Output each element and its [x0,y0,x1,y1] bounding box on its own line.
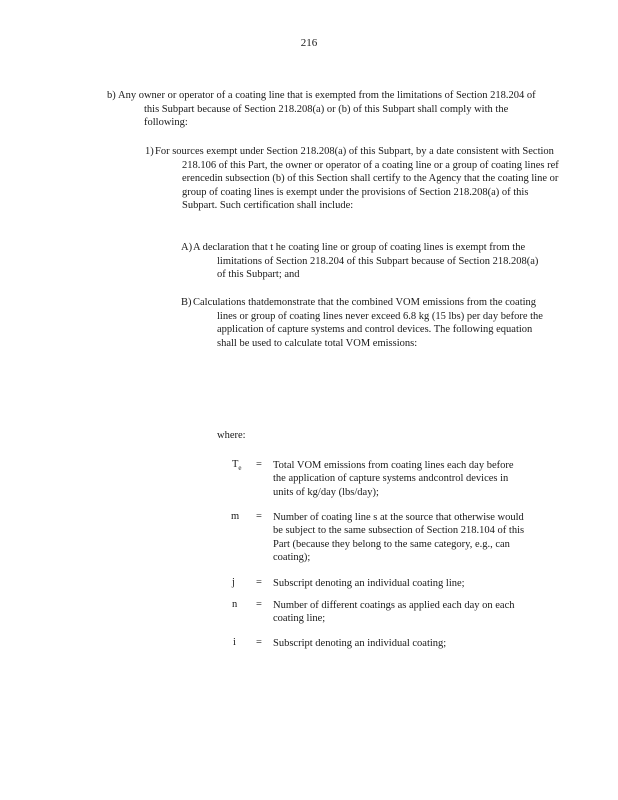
definition-text: Total VOM emissions from coating lines each day before the application of capture systems andcontrol devices in units of kg/day (lbs/day); [273,460,514,498]
item-1-text: For sources exempt under Section 218.208(a) of this Subpart, by a date consistent with Section 218.106 of this Part, the owner or operator of a coating line or a group of coating lines ref erencedin subsection (b) of this Section shall certify to the Agency that the coating line or group of coating lines is exempt under the provisions of Section 218.208(a) of this Subpart. Such certification shall include: [155,146,559,212]
definition-text: Subscript denoting an individual coating line; [273,578,465,589]
equals-sign: = [256,577,262,588]
paragraph-b-marker: b) [107,90,116,101]
variable-t-e [232,459,246,472]
equals-sign: = [256,459,262,470]
variable-name: T [232,459,239,470]
item-b-text: Calculations thatdemonstrate that the combined VOM emissions from the coating lines or group of coating lines never exceed 6.8 kg (15 lbs) per day before the application of capture systems and control devices. The following equation shall be used to calculate total VOM emissions: [193,297,543,349]
paragraph-b-text: Any owner or operator of a coating line that is exempted from the limitations of Section 218.204 of this Subpart because of Section 218.208(a) or (b) of this Subpart shall comply with the following: [118,90,536,129]
where-label: where: [217,430,246,441]
item-a-text: A declaration that t he coating line or group of coating lines is exempt from the limitations of Section 218.204 of this Subpart because of Section 218.208(a) of this Subpart; and [193,242,539,281]
variable-j: j [232,577,235,588]
definition-text: Subscript denoting an individual coating; [273,638,447,649]
equals-sign: = [256,511,262,522]
definition-text: Number of different coatings as applied each day on each coating line; [273,600,515,625]
variable-i: i [233,637,236,648]
equals-sign: = [256,599,262,610]
variable-subscript: e [238,464,242,473]
item-a-marker: A) [181,242,193,253]
variable-n: n [232,599,238,610]
equals-sign: = [256,637,262,648]
variable-m: m [231,511,240,522]
item-b-marker: B) [181,297,192,308]
page-number: 216 [300,37,318,49]
definition-text: Number of coating line s at the source that otherwise would be subject to the same subsection of Section 218.104 of this Part (because they belong to the same category, e.g., can coating); [273,512,525,564]
item-1-marker: 1) [145,146,154,157]
